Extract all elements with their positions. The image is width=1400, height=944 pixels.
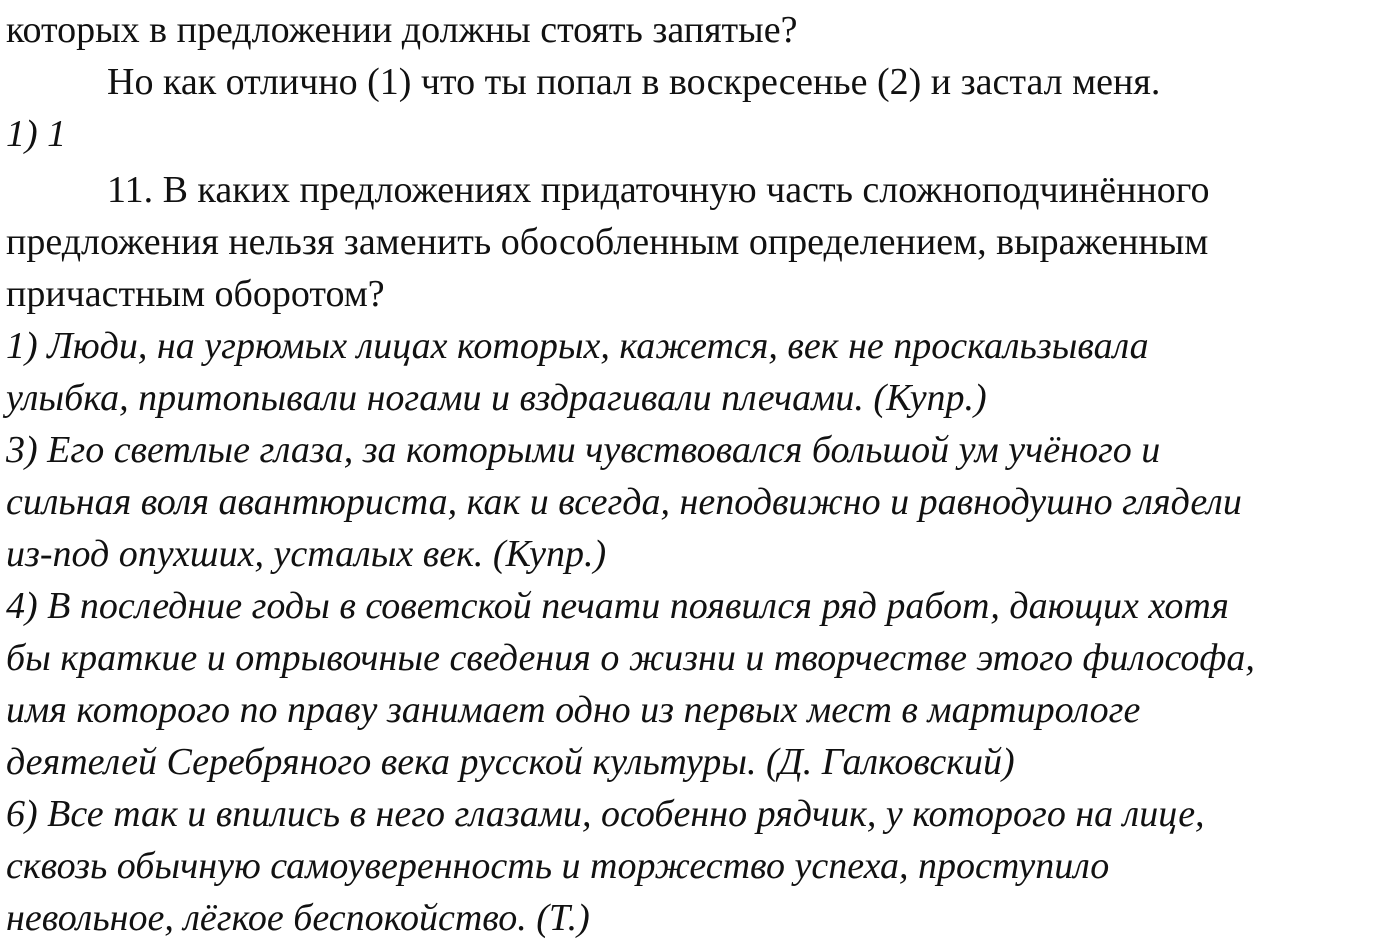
option-1-line-1: 1) Люди, на угрюмых лицах которых, кажется, век не проскальзывала: [6, 325, 1149, 367]
task-11-question-line-3: причастным оборотом?: [6, 273, 385, 315]
example-sentence: Но как отлично (1) что ты попал в воскресенье (2) и застал меня.: [107, 61, 1161, 103]
option-4-line-3: имя которого по праву занимает одно из первых мест в мартирологе: [6, 689, 1141, 731]
option-4-line-1: 4) В последние годы в советской печати появился ряд работ, дающих хотя: [6, 585, 1229, 627]
task-11-question-line-1: 11. В каких предложениях придаточную часть сложноподчинённого: [107, 169, 1210, 211]
answer-line: 1) 1: [6, 113, 67, 155]
option-3-line-2: сильная воля авантюриста, как и всегда, неподвижно и равнодушно глядели: [6, 481, 1242, 523]
option-4-line-2: бы краткие и отрывочные сведения о жизни и творчестве этого философа,: [6, 637, 1255, 679]
option-6-line-2: сквозь обычную самоуверенность и торжество успеха, проступило: [6, 845, 1110, 887]
option-3-line-3: из-под опухших, усталых век. (Купр.): [6, 533, 607, 575]
question-tail-line: которых в предложении должны стоять запятые?: [6, 9, 798, 51]
option-4-line-4: деятелей Серебряного века русской культуры. (Д. Галковский): [6, 741, 1015, 783]
option-3-line-1: 3) Его светлые глаза, за которыми чувствовался большой ум учёного и: [6, 429, 1161, 471]
option-6-line-1: 6) Все так и впились в него глазами, особенно рядчик, у которого на лице,: [6, 793, 1205, 835]
task-11-question-line-2: предложения нельзя заменить обособленным определением, выраженным: [6, 221, 1209, 263]
option-6-line-3: невольное, лёгкое беспокойство. (Т.): [6, 897, 590, 939]
option-1-line-2: улыбка, притопывали ногами и вздрагивали плечами. (Купр.): [6, 377, 987, 419]
